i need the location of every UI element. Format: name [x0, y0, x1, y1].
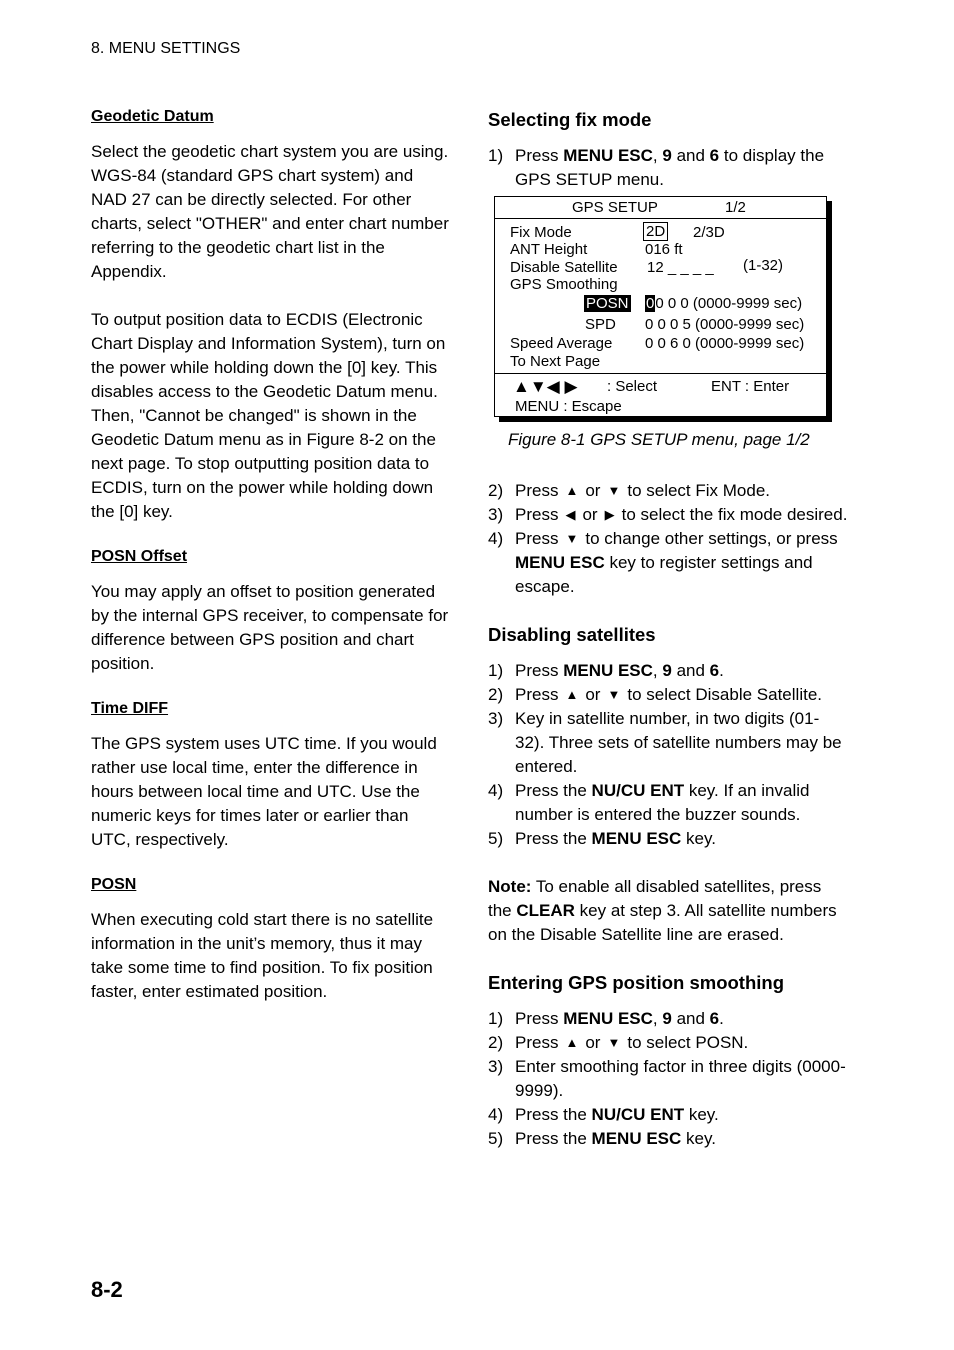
speed-average-value[interactable]: 0 0 6 0 (0000-9999 sec): [645, 335, 805, 352]
step-text: Press: [515, 146, 564, 165]
fix-mode-option-selected[interactable]: 2D: [643, 222, 668, 241]
list-item: [488, 1127, 848, 1151]
running-header: 8. MENU SETTINGS: [91, 40, 241, 57]
step-text: key.: [684, 1105, 719, 1124]
step-text: or: [585, 1033, 601, 1052]
ant-height-value[interactable]: 016 ft: [645, 241, 683, 258]
left-arrow-icon: ◀: [565, 507, 576, 522]
right-arrow-icon: ▶: [604, 507, 615, 522]
step-number: 1): [488, 661, 504, 680]
key-name: NU/CU ENT: [591, 781, 685, 800]
figure-caption: Figure 8-1 GPS SETUP menu, page 1/2: [508, 430, 810, 449]
menu-divider: [495, 373, 826, 374]
step-text: and: [671, 1009, 710, 1028]
key-name: 6: [709, 1009, 720, 1028]
step-text: key.: [681, 1129, 716, 1148]
step-text: or: [582, 505, 598, 524]
step-text: Press: [515, 529, 559, 548]
posn-value-text: 0 0 0 (0000-9999 sec): [655, 295, 803, 312]
step-text: Press: [515, 1009, 564, 1028]
step-number: 2): [488, 481, 504, 500]
step-text: Press: [515, 505, 559, 524]
key-name: MENU ESC: [563, 1009, 653, 1028]
key-name: MENU ESC: [515, 553, 605, 572]
step-text: Press the: [515, 781, 592, 800]
step-text: ,: [652, 661, 663, 680]
ant-height-label: ANT Height: [510, 241, 588, 258]
key-name: MENU ESC: [563, 661, 653, 680]
down-arrow-icon: ▼: [607, 483, 621, 498]
selecting-fix-mode-heading: Selecting fix mode: [488, 109, 652, 130]
up-arrow-icon: ▲: [565, 483, 579, 498]
step-text: .: [719, 661, 724, 680]
list-item: [488, 683, 848, 707]
gps-smoothing-label: GPS Smoothing: [510, 276, 618, 293]
step-number: 2): [488, 685, 504, 704]
key-name: MENU ESC: [591, 829, 682, 848]
step-text: ,: [652, 1009, 663, 1028]
step-text: Press: [515, 685, 559, 704]
step-text: to change other settings, or press: [585, 529, 838, 548]
down-arrow-icon: ▼: [607, 687, 621, 702]
step-text: Press: [515, 661, 564, 680]
step-number: 5): [488, 1129, 504, 1148]
step-text: to select the fix mode desired.: [621, 505, 848, 524]
step-number: 3): [488, 1057, 504, 1076]
posn-paragraph: When executing cold start there is no satellite information in the unit’s memory, thus it may take some time to find position. To fix position faster, enter estimated position.: [91, 910, 434, 1001]
key-name: CLEAR: [516, 901, 575, 920]
list-item: [488, 779, 848, 827]
posn-offset-heading: POSN Offset: [91, 548, 188, 565]
step-text: Press: [515, 481, 559, 500]
smoothing-steps: [488, 1007, 848, 1151]
step-number: 4): [488, 529, 504, 548]
step-number: 2): [488, 1033, 504, 1052]
step-text: Key in satellite number, in two digits (01-32). Three sets of satellite numbers may be entered.: [515, 709, 842, 776]
step-number: 1): [488, 1009, 504, 1028]
geodetic-datum-paragraph-2: To output position data to ECDIS (Electronic Chart Display and Information System), turn on the power while holding down the [0] key. This disables access to the Geodetic Datum menu. Then, "Cannot be changed" is shown in the Geodetic Datum menu as in Figure 8-2 on the next page. To stop outputting position data to ECDIS, turn on the power while holding down the [0] key.: [91, 310, 446, 521]
enter-hint: ENT : Enter: [711, 378, 790, 395]
step-number: 4): [488, 781, 504, 800]
key-name: 9: [662, 1009, 672, 1028]
disable-satellite-value[interactable]: 12 _ _ _ _: [647, 259, 714, 276]
step-text: key. If an invalid number is entered the buzzer sounds.: [515, 781, 810, 824]
fix-mode-steps: [488, 144, 848, 192]
spd-label: SPD: [585, 316, 616, 333]
step-text: to select POSN.: [627, 1033, 749, 1052]
input-cursor: 0: [646, 295, 655, 312]
step-number: 4): [488, 1105, 504, 1124]
list-item: [488, 1007, 848, 1031]
escape-hint: MENU : Escape: [515, 398, 622, 415]
posn-heading: POSN: [91, 876, 137, 893]
note-paragraph: [488, 875, 848, 947]
list-item: [488, 1103, 848, 1127]
gps-position-smoothing-heading: Entering GPS position smoothing: [488, 972, 784, 993]
note-label: Note:: [488, 877, 532, 896]
disable-satellite-range: (1-32): [743, 257, 784, 274]
down-arrow-icon: ▼: [565, 531, 579, 546]
geodetic-datum-paragraph-1: Select the geodetic chart system you are using. WGS-84 (standard GPS chart system) and NAD 27 can be directly selected. For other charts, select "OTHER" and enter chart number referring to the geodetic chart list in the Appendix.: [91, 142, 449, 281]
menu-divider: [495, 218, 826, 219]
menu-title: GPS SETUP: [572, 199, 658, 216]
step-text: ,: [652, 146, 663, 165]
select-hint: : Select: [607, 378, 658, 395]
list-item: [488, 707, 848, 779]
gps-setup-menu-figure: [494, 196, 832, 422]
step-number: 3): [488, 505, 504, 524]
disabling-satellites-heading: Disabling satellites: [488, 624, 656, 645]
list-item: [488, 479, 848, 503]
step-number: 1): [488, 146, 504, 165]
step-text: and: [671, 146, 710, 165]
right-column: [488, 108, 848, 1151]
key-name: 9: [662, 661, 672, 680]
key-name: 9: [662, 146, 672, 165]
list-item: [488, 1055, 848, 1103]
step-text: or: [585, 481, 601, 500]
list-item: [488, 144, 848, 192]
step-text: key to register settings and escape.: [515, 553, 813, 596]
key-name: 6: [709, 661, 720, 680]
step-text: Press: [515, 1033, 559, 1052]
arrow-keys-icon: ▲▼◀ ▶: [513, 377, 578, 396]
step-text: Enter smoothing factor in three digits (0000-9999).: [515, 1057, 846, 1100]
disabling-satellites-steps: [488, 659, 848, 851]
gps-setup-menu: [494, 196, 827, 417]
menu-page-indicator: 1/2: [725, 199, 746, 216]
step-text: Press the: [515, 1105, 592, 1124]
up-arrow-icon: ▲: [565, 1035, 579, 1050]
step-number: 3): [488, 709, 504, 728]
list-item: [488, 659, 848, 683]
key-name: NU/CU ENT: [591, 1105, 685, 1124]
step-text: to select Fix Mode.: [627, 481, 771, 500]
step-number: 5): [488, 829, 504, 848]
note-text: key at step 3. All satellite numbers on the Disable Satellite line are erased.: [488, 901, 837, 944]
key-name: 6: [709, 146, 720, 165]
key-name: MENU ESC: [563, 146, 653, 165]
disable-satellite-label: Disable Satellite: [510, 259, 618, 276]
posn-value[interactable]: [645, 295, 802, 312]
down-arrow-icon: ▼: [607, 1035, 621, 1050]
step-text: key.: [681, 829, 716, 848]
speed-average-label: Speed Average: [510, 335, 613, 352]
spd-value[interactable]: 0 0 0 5 (0000-9999 sec): [645, 316, 805, 333]
fix-mode-label: Fix Mode: [510, 224, 572, 241]
time-diff-paragraph: The GPS system uses UTC time. If you would rather use local time, enter the difference in hours between local time and UTC. Use the numeric keys for times later or earlier than UTC, respectively.: [91, 734, 437, 849]
list-item: [488, 827, 848, 851]
page-number: 8-2: [91, 1277, 123, 1302]
posn-label-highlighted: POSN: [586, 295, 629, 312]
step-text: and: [671, 661, 710, 680]
step-text: Press the: [515, 829, 592, 848]
time-diff-heading: Time DIFF: [91, 700, 169, 717]
key-name: MENU ESC: [591, 1129, 682, 1148]
geodetic-datum-heading: Geodetic Datum: [91, 108, 214, 125]
fix-mode-steps-continued: [488, 479, 848, 599]
up-arrow-icon: ▲: [565, 687, 579, 702]
to-next-page-item[interactable]: To Next Page: [510, 353, 601, 370]
step-text: .: [719, 1009, 724, 1028]
step-text: Press the: [515, 1129, 592, 1148]
step-text: to select Disable Satellite.: [627, 685, 822, 704]
list-item: [488, 1031, 848, 1055]
step-text: or: [585, 685, 601, 704]
step-text: to display the GPS SETUP menu.: [515, 146, 825, 189]
list-item: [488, 527, 848, 599]
fix-mode-option[interactable]: 2/3D: [693, 224, 725, 241]
list-item: [488, 503, 848, 527]
posn-offset-paragraph: You may apply an offset to position generated by the internal GPS receiver, to compensate for difference between GPS position and chart position.: [91, 582, 449, 673]
left-column: [91, 108, 451, 1028]
note-text: To enable all disabled satellites, press the: [488, 877, 822, 920]
